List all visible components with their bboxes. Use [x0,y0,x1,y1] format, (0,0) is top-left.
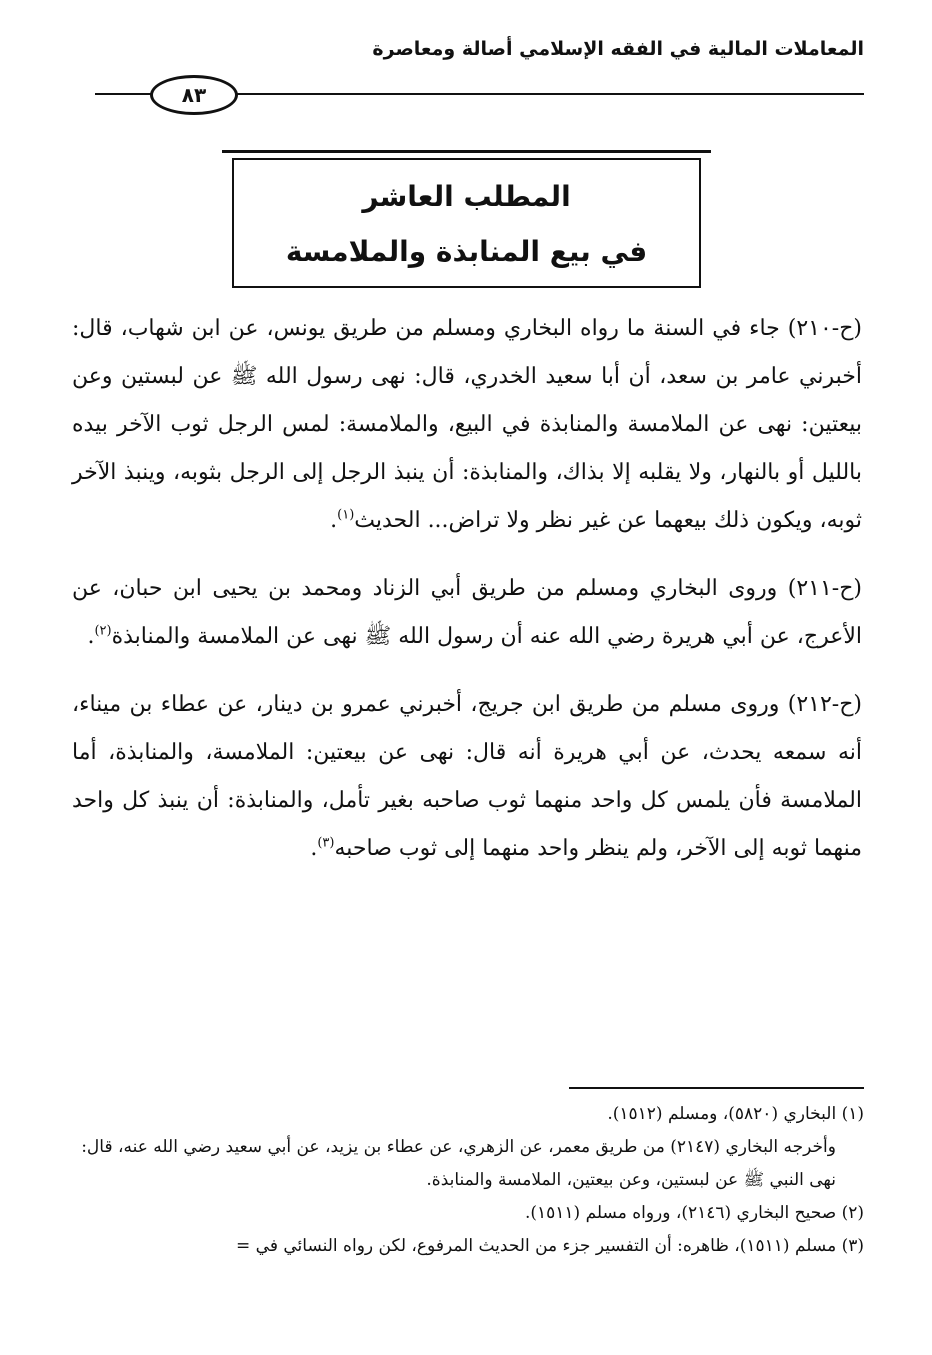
hadith-paragraph [72,681,862,873]
footnote: (١) البخاري (٥٨٢٠)، ومسلم (١٥١٢). [607,1104,864,1124]
hadith-paragraph [72,565,862,661]
paragraph-end: . [310,836,318,861]
footnote-continuation: وأخرجه البخاري (٢١٤٧) من طريق معمر، عن الزهري، عن عطاء بن يزيد، عن أبي سعيد رضي الله عنه، قال: نهى النبي ﷺ عن لبستين، وعن بيعتين، الملامسة والمنابذة. [81,1137,836,1190]
footnote-reference: (٣) [317,835,335,851]
running-header-title: المعاملات المالية في الفقه الإسلامي أصالة ومعاصرة [372,38,864,60]
title-box [232,158,701,288]
section-title-line-1: المطلب العاشر [362,180,571,213]
footnote-separator [569,1087,864,1089]
hadith-paragraph [72,305,862,545]
footnote: (٢) صحيح البخاري (٢١٤٦)، ورواه مسلم (١٥١١). [524,1203,864,1223]
paragraph-text: (ح-٢١٢) وروى مسلم من طريق ابن جريج، أخبرني عمرو بن دينار، عن عطاء بن ميناء، أنه سمعه يحدث، عن أبي هريرة أنه قال: نهى عن بيعتين: الملامسة، والمنابذة، أما الملامسة فأن يلمس كل واحد منهما ثوب صاحبه بغير تأمل، والمنابذة: أن ينبذ كل واحد منهما ثوبه إلى الآخر، ولم ينظر واحد منهما إلى ثوب صاحبه [72,692,862,861]
footnotes [69,1098,864,1263]
paragraph-text: (ح-٢١٠) جاء في السنة ما رواه البخاري ومسلم من طريق يونس، عن ابن شهاب، قال: أخبرني عامر بن سعد، أن أبا سعيد الخدري، قال: نهى رسول الله ﷺ عن لبستين وعن بيعتين: نهى عن الملامسة والمنابذة في البيع، والملامسة: لمس الرجل ثوب الآخر بيده بالليل أو بالنهار، ولا يقلبه إلا بذاك، والمنابذة: أن ينبذ الرجل إلى الرجل بثوبه، وينبذ الآخر ثوبه، ويكون ذلك بيعهما عن غير نظر ولا تراض... الحديث [72,316,862,533]
section-title-line-2: في بيع المنابذة والملامسة [285,235,648,268]
title-frame-top-rule [222,150,711,153]
page-number: ٨٣ [150,75,238,115]
footnote-reference: (١) [337,507,355,523]
paragraph-text: (ح-٢١١) وروى البخاري ومسلم من طريق أبي الزناد ومحمد بن يحيى ابن حبان، عن الأعرج، عن أبي هريرة رضي الله عنه أن رسول الله ﷺ نهى عن الملامسة والمنابذة [72,576,862,649]
section-title-frame [222,150,711,288]
footnote: (٣) مسلم (١٥١١)، ظاهره: أن التفسير جزء من الحديث المرفوع، لكن رواه النسائي في = [236,1236,864,1256]
paragraph-end: . [87,624,95,649]
paragraph-end: . [330,508,338,533]
footnote-reference: (٢) [94,623,112,639]
main-text [72,305,862,893]
